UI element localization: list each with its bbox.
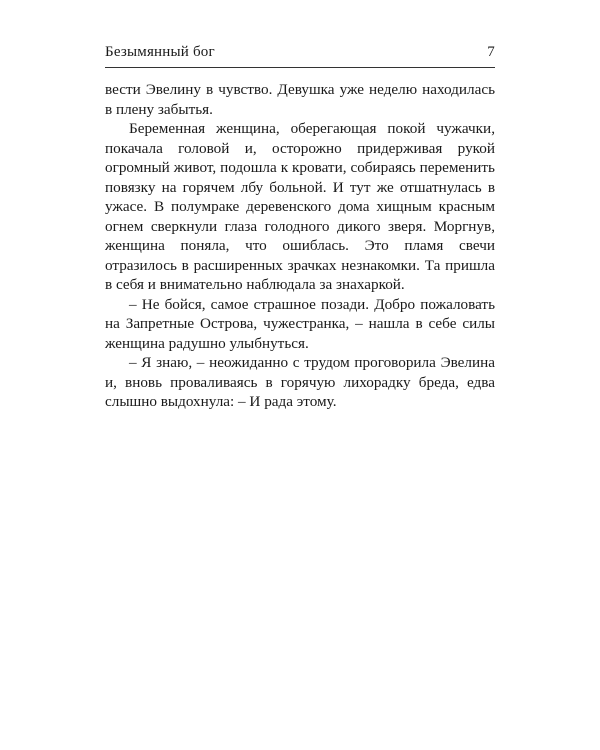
page-number: 7 — [487, 44, 495, 60]
paragraph-4: – Я знаю, – неожиданно с трудом проговорила Эвелина и, вновь проваливаясь в горячую лихорадку бреда, едва слышно выдохнула: – И рада этому. — [105, 354, 495, 410]
body-text — [105, 80, 495, 412]
paragraph-1: вести Эвелину в чувство. Девушка уже неделю находилась в плену забытья. — [105, 81, 495, 118]
header-rule — [105, 67, 495, 68]
running-head — [105, 44, 495, 66]
paragraph-2: Беременная женщина, оберегающая покой чужачки, покачала головой и, осторожно придерживая рукой огромный живот, подошла к кровати, собираясь переменить повязку на горячем лбу больной. И тут же отшатнулась в ужасе. В полумраке деревенского дома хищным красным огнем сверкнули глаза голодного дикого зверя. Моргнув, женщина поняла, что ошиблась. Это пламя свечи отразилось в расширенных зрачках незнакомки. Та пришла в себя и внимательно наблюдала за знахаркой. — [105, 120, 495, 293]
running-title: Безымянный бог — [105, 44, 215, 60]
paragraph-3: – Не бойся, самое страшное позади. Добро пожаловать на Запретные Острова, чужестранка, – нашла в себе силы женщина радушно улыбнуться. — [105, 295, 495, 352]
